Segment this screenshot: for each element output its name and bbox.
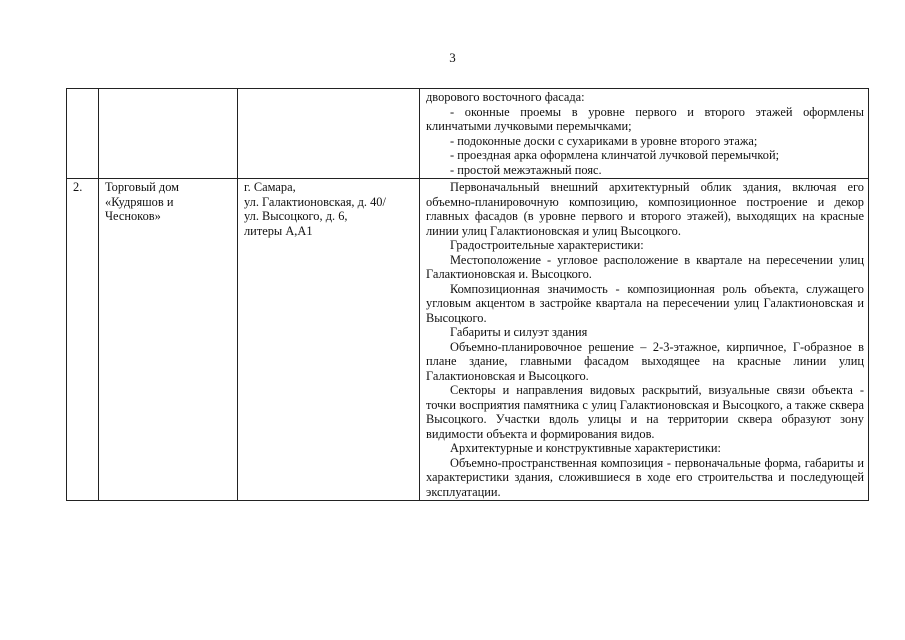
object-name-line: «Кудряшов и <box>105 194 174 209</box>
description-paragraph: Секторы и направления видовых раскрытий, визуальные связи объекта - точки восприятия памятника с улиц Галактионовская и Высоцкого, а также сквера Высоцкого. Участки вдоль улицы и на территории сквера образуют зону видимости объекта и формирования видов. <box>426 383 864 441</box>
row-number-cell <box>67 89 99 179</box>
description-paragraph: - подоконные доски с сухариками в уровне второго этажа; <box>450 133 758 148</box>
description-paragraph: дворового восточного фасада: <box>426 90 585 104</box>
address-cell <box>238 89 420 179</box>
description-paragraph: Градостроительные характеристики: <box>450 238 644 252</box>
description-paragraph: Местоположение - угловое расположение в квартале на пересечении улиц Галактионовская и. Высоцкого. <box>426 252 864 281</box>
address-line: ул. Высоцкого, д. 6, <box>244 209 348 223</box>
description-paragraph: Первоначальный внешний архитектурный облик здания, включая его объемно-планировочную композицию, композиционное построение и декор главных фасадов (в уровне первого и второго этажей), выходящих на красные линии улиц Галактионовская и улиц Высоцкого. <box>426 180 864 238</box>
table-body <box>67 89 869 501</box>
description-paragraph: Композиционная значимость - композиционная роль объекта, служащего угловым акцентом в застройке квартала на пересечении улиц Галактионовская и Высоцкого. <box>426 281 864 325</box>
table-row <box>67 89 869 179</box>
object-name-cell <box>99 179 238 501</box>
address-line: г. Самара, <box>244 180 296 194</box>
description-paragraph: - проездная арка оформлена клинчатой лучковой перемычкой; <box>450 148 780 162</box>
description-paragraph: Габариты и силуэт здания <box>450 325 588 339</box>
address-cell <box>238 179 420 501</box>
object-name-line: Торговый дом <box>105 180 180 194</box>
table-row <box>67 179 869 501</box>
row-number-cell: 2. <box>67 179 99 501</box>
protection-subject-cell <box>420 179 869 501</box>
description-paragraph: Объемно-пространственная композиция - первоначальные форма, габариты и характеристики здания, сложившиеся в ходе его строительства и последующей эксплуатации. <box>426 455 864 499</box>
description-paragraph: - оконные проемы в уровне первого и второго этажей оформлены клинчатыми лучковыми перемычками; <box>426 104 864 133</box>
page-number: 3 <box>449 50 456 65</box>
objects-table <box>66 88 869 501</box>
protection-subject-cell <box>420 89 869 179</box>
object-name-cell <box>99 89 238 179</box>
description-paragraph: Объемно-планировочное решение – 2-3-этажное, кирпичное, Г-образное в плане здание, главными фасадом выходящее на красные линии улиц Галактионовская и Высоцкого. <box>426 339 864 383</box>
description-paragraph: Архитектурные и конструктивные характеристики: <box>450 441 721 455</box>
object-name-line: Чесноков» <box>105 209 161 223</box>
description-paragraph: - простой межэтажный пояс. <box>450 162 602 177</box>
address-line: литеры А,А1 <box>244 223 313 238</box>
address-line: ул. Галактионовская, д. 40/ <box>244 194 386 209</box>
